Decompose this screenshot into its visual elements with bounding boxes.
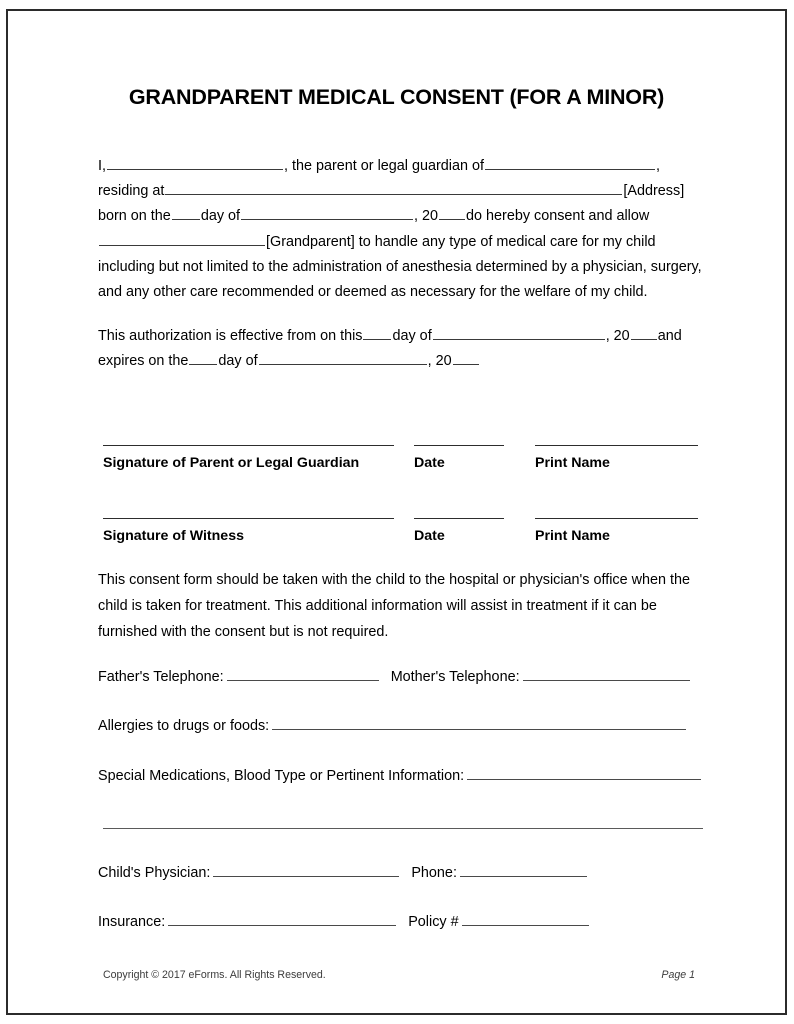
physician-row: [98, 863, 708, 885]
effective-and-text: and: [657, 328, 682, 344]
consent-line-3: [98, 204, 698, 229]
witness-print-name-line[interactable]: [535, 498, 698, 519]
effective-year-prefix: , 20: [605, 328, 630, 344]
consent-line-1-text-a: I,: [98, 158, 106, 174]
policy-number-input[interactable]: [462, 912, 589, 926]
allergies-input[interactable]: [272, 716, 686, 730]
effective-from-label: This authorization is effective from on this: [98, 328, 363, 344]
father-telephone-label: Father's Telephone:: [98, 669, 224, 685]
expires-year-prefix: , 20: [427, 353, 452, 370]
witness-signature-line[interactable]: [103, 498, 394, 519]
address-tag: [Address]: [623, 183, 685, 200]
special-medications-continuation-line[interactable]: [103, 828, 703, 829]
grandparent-name-blank[interactable]: [99, 232, 265, 246]
born-on-label: born on the: [98, 208, 171, 225]
birth-year-prefix: , 20: [414, 208, 439, 225]
consent-line-1-text-c: ,: [656, 158, 661, 174]
signature-row-parent: [98, 425, 703, 471]
expires-day-of-label: day of: [218, 353, 258, 370]
child-name-blank[interactable]: [107, 156, 283, 170]
witness-signature-label: Signature of Witness: [103, 528, 244, 544]
day-of-label: day of: [200, 208, 241, 225]
witness-print-name-label: Print Name: [535, 528, 610, 544]
authorization-line-2: [98, 349, 698, 374]
parent-signature-line[interactable]: [103, 425, 394, 446]
consent-allow-text: do hereby consent and allow: [466, 208, 650, 225]
parent-signature-label: Signature of Parent or Legal Guardian: [103, 455, 360, 471]
physician-label: Child's Physician:: [98, 865, 211, 881]
consent-line-1: [98, 154, 698, 179]
consent-paragraph: [98, 154, 702, 305]
instructions-paragraph: [98, 567, 698, 645]
witness-print-name-field[interactable]: [535, 498, 698, 544]
parent-print-name-label: Print Name: [535, 455, 610, 471]
allergies-label: Allergies to drugs or foods:: [98, 718, 270, 734]
parent-signature-field[interactable]: [103, 425, 394, 471]
insurance-label: Insurance:: [98, 914, 166, 930]
witness-date-line[interactable]: [414, 498, 504, 519]
parent-date-line[interactable]: [414, 425, 504, 446]
signature-row-witness: [98, 498, 703, 544]
special-medications-input[interactable]: [467, 766, 701, 780]
physician-phone-label: Phone:: [411, 865, 457, 881]
document-body: [8, 11, 785, 1013]
special-medications-label: Special Medications, Blood Type or Pertinent Information:: [98, 768, 465, 784]
expires-month-blank[interactable]: [259, 351, 427, 365]
instructions-line-3: furnished with the consent but is not required.: [98, 624, 389, 640]
consent-line-1-text-b: , the parent or legal guardian of: [284, 158, 485, 174]
instructions-line-1: This consent form should be taken with the child to the hospital or physician's office when the: [98, 572, 691, 588]
witness-date-label: Date: [414, 528, 445, 544]
page-title: GRANDPARENT MEDICAL CONSENT (FOR A MINOR): [128, 85, 665, 109]
copyright-text: Copyright © 2017 eForms. All Rights Reserved.: [103, 969, 326, 981]
telephone-row: [98, 667, 708, 689]
consent-line-2: [98, 179, 698, 204]
consent-line-5: including but not limited to the administration of anesthesia determined by a physician, surgery,: [98, 258, 702, 275]
parent-print-name-field[interactable]: [535, 425, 698, 471]
expires-year-blank[interactable]: [453, 351, 479, 365]
expires-on-label: expires on the: [98, 353, 189, 370]
mother-telephone-input[interactable]: [523, 667, 690, 681]
effective-day-of-label: day of: [392, 328, 432, 344]
consent-line-4: [98, 230, 698, 255]
instructions-line-2: child is taken for treatment. This additional information will assist in treatment if it can be: [98, 598, 657, 614]
document-page: [6, 9, 787, 1015]
effective-year-blank[interactable]: [631, 326, 657, 340]
policy-number-label: Policy #: [408, 914, 459, 930]
grandparent-tag-text: [Grandparent] to handle any type of medical care for my child: [266, 233, 656, 250]
page-number: Page 1: [661, 969, 695, 981]
birth-day-blank[interactable]: [172, 206, 200, 220]
birth-month-blank[interactable]: [241, 206, 413, 220]
allergies-row: [98, 716, 708, 738]
physician-phone-input[interactable]: [460, 863, 587, 877]
birth-year-blank[interactable]: [439, 206, 465, 220]
address-blank[interactable]: [165, 181, 622, 195]
special-medications-row: [98, 766, 708, 788]
physician-input[interactable]: [213, 863, 399, 877]
consent-line-6: and any other care recommended or deemed as necessary for the welfare of my child.: [98, 283, 648, 300]
effective-month-blank[interactable]: [433, 326, 605, 340]
expires-day-blank[interactable]: [189, 351, 217, 365]
father-telephone-input[interactable]: [227, 667, 379, 681]
mother-telephone-label: Mother's Telephone:: [390, 669, 520, 685]
residing-at-label: residing at: [98, 183, 165, 200]
guardian-of-blank[interactable]: [485, 156, 655, 170]
parent-date-label: Date: [414, 455, 445, 471]
witness-signature-field[interactable]: [103, 498, 394, 544]
authorization-line-1: [98, 324, 698, 349]
parent-print-name-line[interactable]: [535, 425, 698, 446]
parent-date-field[interactable]: [414, 425, 504, 471]
authorization-paragraph: [98, 324, 698, 374]
effective-day-blank[interactable]: [363, 326, 391, 340]
insurance-row: [98, 912, 708, 934]
insurance-input[interactable]: [168, 912, 396, 926]
witness-date-field[interactable]: [414, 498, 504, 544]
